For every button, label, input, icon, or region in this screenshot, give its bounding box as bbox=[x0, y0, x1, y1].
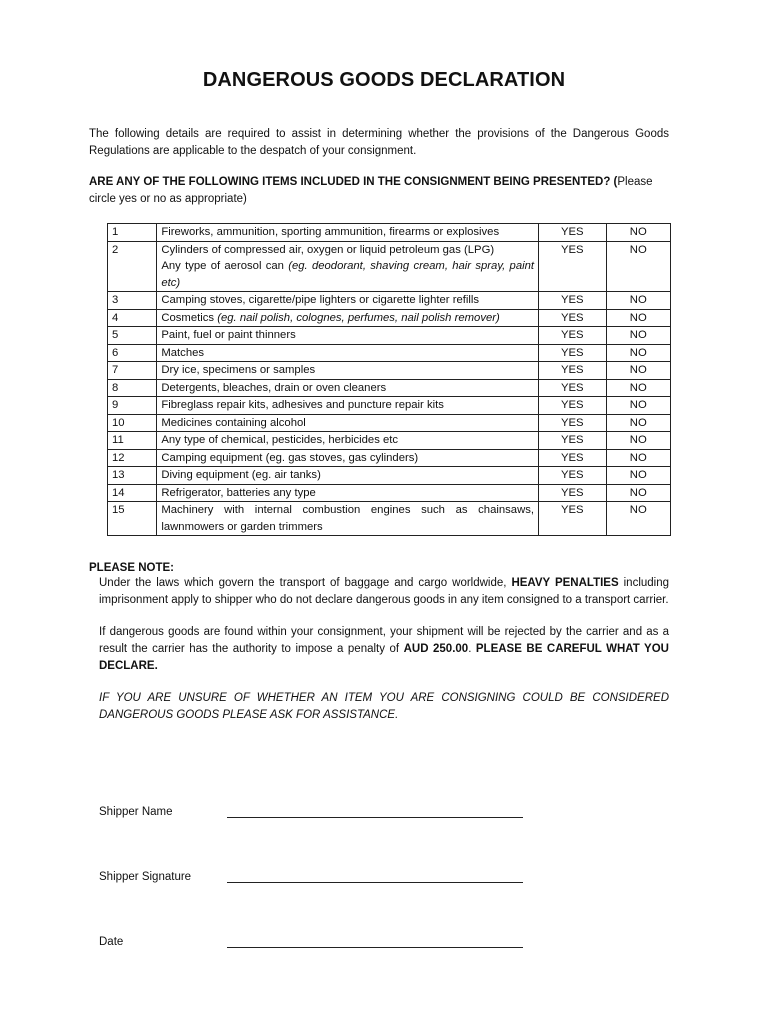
no-option[interactable]: NO bbox=[606, 309, 670, 327]
no-option[interactable]: NO bbox=[606, 344, 670, 362]
item-number: 10 bbox=[108, 414, 157, 432]
table-row bbox=[108, 397, 671, 415]
no-option[interactable]: NO bbox=[606, 224, 670, 242]
item-description: Machinery with internal combustion engines such as chainsaws, lawnmowers or garden trimmers bbox=[157, 502, 539, 536]
note-body bbox=[99, 575, 669, 740]
table-row bbox=[108, 241, 671, 292]
table-row bbox=[108, 224, 671, 242]
yes-option[interactable]: YES bbox=[539, 502, 606, 536]
item-number: 6 bbox=[108, 344, 157, 362]
item-number: 1 bbox=[108, 224, 157, 242]
table-row bbox=[108, 467, 671, 485]
table-row bbox=[108, 484, 671, 502]
date-label: Date bbox=[99, 936, 124, 948]
page-title: DANGEROUS GOODS DECLARATION bbox=[202, 69, 566, 91]
table-row bbox=[108, 502, 671, 536]
item-number: 11 bbox=[108, 432, 157, 450]
no-option[interactable]: NO bbox=[606, 362, 670, 380]
item-description: Fibreglass repair kits, adhesives and puncture repair kits bbox=[157, 397, 539, 415]
no-option[interactable]: NO bbox=[606, 502, 670, 536]
yes-option[interactable]: YES bbox=[539, 309, 606, 327]
no-option[interactable]: NO bbox=[606, 292, 670, 310]
no-option[interactable]: NO bbox=[606, 397, 670, 415]
item-description: Medicines containing alcohol bbox=[157, 414, 539, 432]
item-description: Refrigerator, batteries any type bbox=[157, 484, 539, 502]
no-option[interactable]: NO bbox=[606, 432, 670, 450]
yes-option[interactable]: YES bbox=[539, 292, 606, 310]
table-row bbox=[108, 432, 671, 450]
table-row bbox=[108, 292, 671, 310]
no-option[interactable]: NO bbox=[606, 379, 670, 397]
no-option[interactable]: NO bbox=[606, 327, 670, 345]
table-row bbox=[108, 379, 671, 397]
yes-option[interactable]: YES bbox=[539, 362, 606, 380]
item-description: Any type of chemical, pesticides, herbicides etc bbox=[157, 432, 539, 450]
item-number: 5 bbox=[108, 327, 157, 345]
item-description: Cosmetics (eg. nail polish, colognes, perfumes, nail polish remover) bbox=[157, 309, 539, 327]
item-number: 13 bbox=[108, 467, 157, 485]
no-option[interactable]: NO bbox=[606, 484, 670, 502]
no-option[interactable]: NO bbox=[606, 241, 670, 292]
item-number: 4 bbox=[108, 309, 157, 327]
yes-option[interactable]: YES bbox=[539, 449, 606, 467]
item-description: Matches bbox=[157, 344, 539, 362]
yes-option[interactable]: YES bbox=[539, 224, 606, 242]
question-instruction: Please circle yes or no as appropriate) bbox=[89, 176, 653, 205]
yes-option[interactable]: YES bbox=[539, 327, 606, 345]
item-description: Diving equipment (eg. air tanks) bbox=[157, 467, 539, 485]
no-option[interactable]: NO bbox=[606, 449, 670, 467]
intro-paragraph: The following details are required to assist in determining whether the provisions of the Dangerous Goods Regulations are applicable to the despatch of your consignment. bbox=[89, 128, 669, 157]
item-description: Dry ice, specimens or samples bbox=[157, 362, 539, 380]
item-description: Detergents, bleaches, drain or oven cleaners bbox=[157, 379, 539, 397]
note-heading: PLEASE NOTE: bbox=[89, 562, 174, 574]
item-number: 7 bbox=[108, 362, 157, 380]
yes-option[interactable]: YES bbox=[539, 379, 606, 397]
yes-option[interactable]: YES bbox=[539, 397, 606, 415]
yes-option[interactable]: YES bbox=[539, 484, 606, 502]
item-description: Cylinders of compressed air, oxygen or liquid petroleum gas (LPG) Any type of aerosol can (eg. deodorant, shaving cream, hair spray, paint etc) bbox=[157, 241, 539, 292]
shipper-name-label: Shipper Name bbox=[99, 806, 173, 818]
item-number: 12 bbox=[108, 449, 157, 467]
table-row bbox=[108, 449, 671, 467]
item-description: Camping equipment (eg. gas stoves, gas cylinders) bbox=[157, 449, 539, 467]
question-bold: ARE ANY OF THE FOLLOWING ITEMS INCLUDED IN THE CONSIGNMENT BEING PRESENTED? ( bbox=[89, 176, 618, 188]
yes-option[interactable]: YES bbox=[539, 467, 606, 485]
shipper-signature-label: Shipper Signature bbox=[99, 871, 192, 883]
yes-option[interactable]: YES bbox=[539, 432, 606, 450]
item-description: Paint, fuel or paint thinners bbox=[157, 327, 539, 345]
dangerous-items-table bbox=[107, 223, 671, 536]
note-paragraph-1: Under the laws which govern the transport of baggage and cargo worldwide, HEAVY PENALTIES including imprisonment apply to shipper who do not declare dangerous goods in any item consigned to a transport carrier. bbox=[99, 577, 670, 606]
item-description: Fireworks, ammunition, sporting ammunition, firearms or explosives bbox=[157, 224, 539, 242]
date-field[interactable] bbox=[227, 947, 523, 948]
item-number: 9 bbox=[108, 397, 157, 415]
no-option[interactable]: NO bbox=[606, 467, 670, 485]
shipper-signature-field[interactable] bbox=[227, 882, 523, 883]
item-number: 8 bbox=[108, 379, 157, 397]
item-number: 2 bbox=[108, 241, 157, 292]
yes-option[interactable]: YES bbox=[539, 344, 606, 362]
item-number: 15 bbox=[108, 502, 157, 536]
table-row bbox=[108, 414, 671, 432]
item-number: 3 bbox=[108, 292, 157, 310]
table-row bbox=[108, 344, 671, 362]
yes-option[interactable]: YES bbox=[539, 241, 606, 292]
shipper-name-field[interactable] bbox=[227, 817, 523, 818]
table-row bbox=[108, 362, 671, 380]
item-number: 14 bbox=[108, 484, 157, 502]
note-paragraph-2: If dangerous goods are found within your consignment, your shipment will be rejected by the carrier and as a result the carrier has the authority to impose a penalty of AUD 250.00. PLEASE BE CAREFUL WHAT YOU DECLARE. bbox=[99, 626, 669, 672]
question-text bbox=[89, 174, 679, 207]
table-row bbox=[108, 309, 671, 327]
no-option[interactable]: NO bbox=[606, 414, 670, 432]
yes-option[interactable]: YES bbox=[539, 414, 606, 432]
note-paragraph-3: IF YOU ARE UNSURE OF WHETHER AN ITEM YOU ARE CONSIGNING COULD BE CONSIDERED DANGEROUS GOODS PLEASE ASK FOR ASSISTANCE. bbox=[99, 692, 669, 722]
table-row bbox=[108, 327, 671, 345]
item-description: Camping stoves, cigarette/pipe lighters or cigarette lighter refills bbox=[157, 292, 539, 310]
